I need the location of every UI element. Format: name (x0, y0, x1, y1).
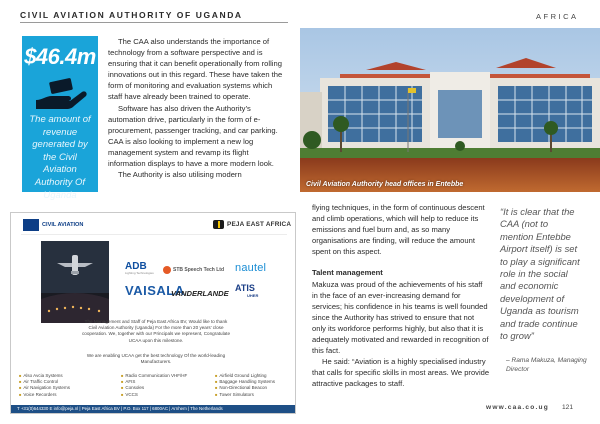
stb-logo-mark (163, 266, 171, 274)
region-label: AFRICA (536, 12, 579, 21)
hand-holding-money-icon (30, 76, 90, 110)
vanderlande-logo: VANDERLANDE (171, 289, 229, 298)
list-item: ■ Voice Recorders (19, 392, 70, 398)
head-office-photo (300, 28, 600, 192)
caa-logo-text: CIVIL AVIATION (42, 222, 84, 228)
list-item: ■ Non-Directional Beacon (215, 385, 275, 391)
footer-url: www.caa.co.ug (486, 404, 549, 411)
services-list (19, 373, 70, 398)
caa-logo-mark (23, 219, 39, 231)
list-item: ■ Radio Communication VHF/HF (121, 373, 187, 379)
paragraph: The Authority is also utilising modern (118, 170, 242, 180)
revenue-description: The amount of revenue generated by the Civil Aviation Authority Of Uganda (29, 114, 91, 201)
revenue-stat-box (22, 36, 98, 201)
divider (21, 234, 287, 235)
subheading: Talent management (312, 268, 383, 278)
paragraph: The CAA also understands the importance of technology from a software perspective and is ensuring that it can benefit operationally from rolling innovations out in this regard. These have taken the form of monitoring and evaluation systems which staff have already been trained to operate. (108, 37, 283, 102)
airplane-landing-photo (41, 241, 109, 323)
quote-attribution: – Rama Makuza, Managing Director (506, 357, 587, 373)
list-item: ■ Air Traffic Control (19, 379, 70, 385)
building-illustration (300, 28, 600, 192)
list-item: ■ Consoles (121, 385, 187, 391)
caa-logo (23, 217, 83, 233)
services-list (215, 373, 275, 398)
list-item: ■ Air Navigation Systems (19, 385, 70, 391)
peja-logo (213, 220, 291, 229)
header-rule (20, 22, 288, 23)
advert-message: We are enabling UCAA get the best technology Of the world-leading Manufacturers. (86, 353, 226, 365)
contact-bar: T +31(0)644330 E info@peja.nl | Peja East Africa BV | P.O. Box 117 | 6800AC | Arnhem | The Netherlands (11, 405, 295, 413)
list-item: ■ AFIS (121, 379, 187, 385)
paragraph: Makuza was proud of the achievements of his staff in the face of an ever-increasing demand for services; his confidence in his teams is well founded since the Authority has strived to ensure that not only its workforce performs highly, but also that it is adequately motivated and rewarded in recognition of this fact. (312, 279, 489, 356)
article-column-left (108, 36, 288, 180)
paragraph: Software has also driven the Authority’s automation drive, particularly in the form of e-procurement, passenger tracking, and car parking. CAA is also looking to implement a new log management system and revamp its flight information displays to have a more modern look. (108, 103, 278, 169)
photo-caption: Civil Aviation Authority head offices in Entebbe (306, 181, 464, 188)
services-list (121, 373, 187, 398)
list-item: ■ Baggage Handling Systems (215, 379, 275, 385)
paragraph: He said: “Aviation is a highly specialised industry that calls for specific skills in most areas. We provide attractive packages to staff. (312, 357, 490, 389)
revenue-value: $46.4m (24, 44, 96, 69)
adb-logo-subtitle: Lighting Technologies (125, 271, 154, 275)
list-item: ■ Airfield Ground Lighting (215, 373, 275, 379)
stb-logo: STB Speech Tech Ltd (173, 267, 225, 273)
article-column-right (312, 202, 490, 390)
atis-logo: ATIS (235, 283, 255, 293)
adb-logo: ADB (125, 261, 147, 272)
header-title: CIVIL AVIATION AUTHORITY OF UGANDA (20, 10, 243, 20)
peja-advertisement (10, 212, 296, 414)
peja-logo-mark (213, 220, 224, 229)
paragraph: flying techniques, in the form of continuous descent and climb operations, which will help to reduce its emissions and fuel burn and, as so many organisations are finding, will reduce the amount spent on this aspect. (312, 203, 485, 257)
list-item: ■ VCCS (121, 392, 187, 398)
nautel-logo: nautel (235, 262, 267, 274)
list-item: ■ Tower Simulators (215, 392, 275, 398)
pull-quote: “It is clear that the CAA (not to mention Entebbe Airport itself) is set to play a significant role in the social and economic development of Uganda as tourism and trade continue to grow” (500, 206, 580, 342)
atis-logo-subtitle: UHER (247, 293, 259, 298)
advert-message: The Management and Staff of Peja East Africa BV, Would like to thank Civil Aviation Authority (Uganda) For the more than 20 years’ close cooperation. We, together with our Principals we represent, Congratulate UCAA upon this milestone. (81, 319, 231, 343)
peja-logo-text: PEJA EAST AFRICA (227, 221, 292, 228)
list-item: ■ Also Avcia Systems (19, 373, 70, 379)
vaisala-logo: VAISALA (125, 283, 185, 298)
page-number: 121 (562, 404, 574, 411)
